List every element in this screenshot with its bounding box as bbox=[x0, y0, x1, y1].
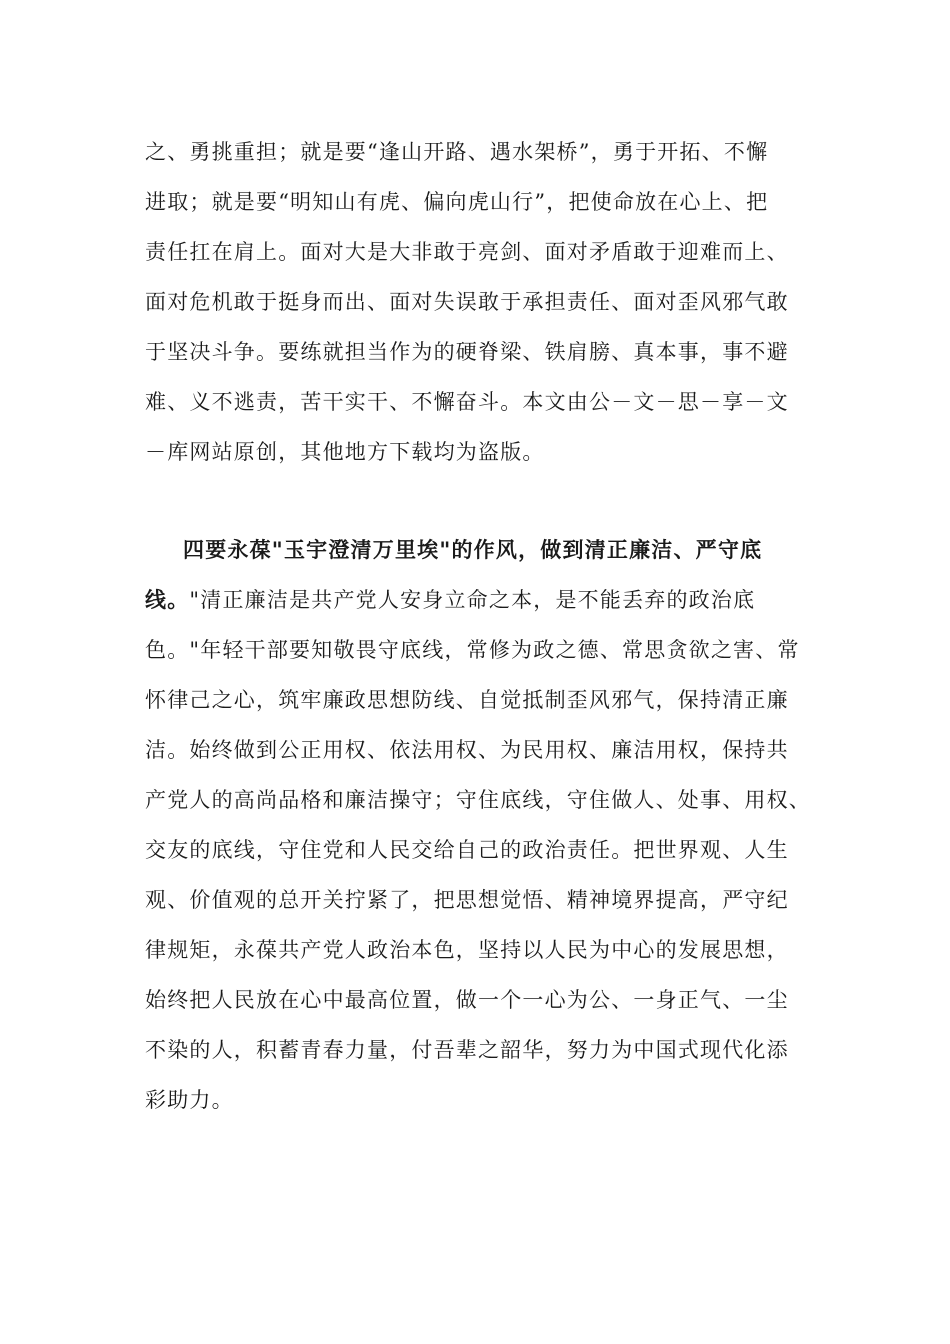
text-line: 责任扛在肩上。面对大是大非敢于亮剑、面对矛盾敢于迎难而上、 bbox=[145, 240, 789, 264]
text-line-rest: "清正廉洁是共产党人安身立命之本，是不能丢弃的政治底 bbox=[189, 588, 756, 612]
paragraph-2 bbox=[145, 525, 825, 1125]
text-line: 产党人的高尚品格和廉洁操守；守住底线，守住做人、处事、用权、 bbox=[145, 788, 811, 812]
text-line: 洁。始终做到公正用权、依法用权、为民用权、廉洁用权，保持共 bbox=[145, 738, 789, 762]
text-line: 交友的底线，守住党和人民交给自己的政治责任。把世界观、人生 bbox=[145, 838, 789, 862]
text-line: 之、勇挑重担；就是要“逢山开路、遇水架桥”，勇于开拓、不懈 bbox=[145, 140, 769, 164]
text-line: 难、义不逃责，苦干实干、不懈奋斗。本文由公－文－思－享－文 bbox=[145, 390, 789, 414]
text-line: 于坚决斗争。要练就担当作为的硬脊梁、铁肩膀、真本事，事不避 bbox=[145, 340, 789, 364]
paragraph-1 bbox=[145, 127, 825, 477]
text-line: 面对危机敢于挺身而出、面对失误敢于承担责任、面对歪风邪气敢 bbox=[145, 290, 789, 314]
text-line: 色。"年轻干部要知敬畏守底线，常修为政之德、常思贪欲之害、常 bbox=[145, 638, 800, 662]
text-line: －库网站原创，其他地方下载均为盗版。 bbox=[145, 440, 545, 464]
text-line: 始终把人民放在心中最高位置，做一个一心为公、一身正气、一尘 bbox=[145, 988, 789, 1012]
text-line: 不染的人，积蓄青春力量，付吾辈之韶华，努力为中国式现代化添 bbox=[145, 1038, 789, 1062]
text-line bbox=[145, 575, 825, 625]
text-line: 律规矩，永葆共产党人政治本色，坚持以人民为中心的发展思想， bbox=[145, 938, 789, 962]
section-heading: 四要永葆"玉宇澄清万里埃"的作风，做到清正廉洁、严守底 bbox=[183, 537, 763, 562]
text-line: 怀律己之心，筑牢廉政思想防线、自觉抵制歪风邪气，保持清正廉 bbox=[145, 688, 789, 712]
text-line: 彩助力。 bbox=[145, 1088, 234, 1112]
section-heading-end: 线。 bbox=[145, 587, 190, 612]
text-line: 进取；就是要“明知山有虎、偏向虎山行”，把使命放在心上、把 bbox=[145, 190, 769, 214]
text-line: 观、价值观的总开关拧紧了，把思想觉悟、精神境界提高，严守纪 bbox=[145, 888, 789, 912]
